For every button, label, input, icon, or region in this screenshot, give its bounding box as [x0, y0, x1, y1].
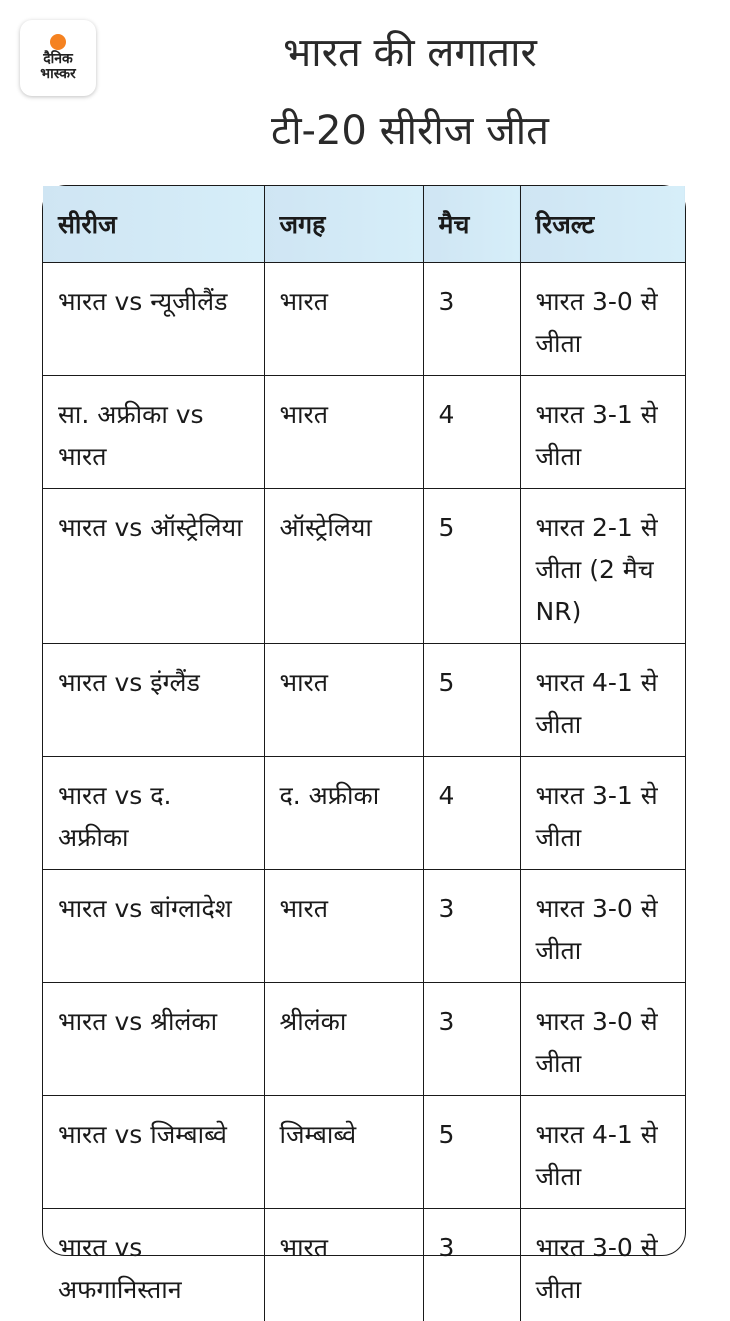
cell-result: भारत 3-1 से जीता — [520, 376, 685, 489]
page-title — [110, 24, 710, 160]
cell-matches: 3 — [423, 983, 520, 1096]
cell-venue: श्रीलंका — [264, 983, 423, 1096]
header-matches: मैच — [423, 186, 520, 263]
cell-series: भारत vs ऑस्ट्रेलिया — [43, 489, 264, 644]
table-row — [43, 1209, 685, 1321]
header-venue: जगह — [264, 186, 423, 263]
table-row — [43, 489, 685, 644]
table-row — [43, 983, 685, 1096]
table-row — [43, 870, 685, 983]
cell-venue: भारत — [264, 263, 423, 376]
series-table — [42, 185, 686, 1256]
title-line-2: टी-20 सीरीज जीत — [110, 102, 710, 160]
table-header-row — [43, 186, 685, 263]
cell-matches: 5 — [423, 644, 520, 757]
cell-matches: 4 — [423, 757, 520, 870]
cell-result: भारत 2-1 से जीता (2 मैच NR) — [520, 489, 685, 644]
header-series: सीरीज — [43, 186, 264, 263]
cell-matches: 3 — [423, 870, 520, 983]
cell-series: भारत vs इंग्लैंड — [43, 644, 264, 757]
cell-result: भारत 4-1 से जीता — [520, 1096, 685, 1209]
cell-venue: भारत — [264, 870, 423, 983]
cell-result: भारत 3-0 से जीता — [520, 870, 685, 983]
cell-matches: 4 — [423, 376, 520, 489]
sun-icon — [50, 34, 66, 50]
cell-result: भारत 3-0 से जीता — [520, 1209, 685, 1321]
cell-matches: 3 — [423, 1209, 520, 1321]
table-row — [43, 263, 685, 376]
cell-result: भारत 4-1 से जीता — [520, 644, 685, 757]
table-row — [43, 376, 685, 489]
cell-venue: द. अफ्रीका — [264, 757, 423, 870]
cell-result: भारत 3-1 से जीता — [520, 757, 685, 870]
cell-series: भारत vs जिम्बाब्वे — [43, 1096, 264, 1209]
cell-series: भारत vs न्यूजीलैंड — [43, 263, 264, 376]
cell-series: सा. अफ्रीका vs भारत — [43, 376, 264, 489]
cell-result: भारत 3-0 से जीता — [520, 263, 685, 376]
cell-series: भारत vs अफगानिस्तान — [43, 1209, 264, 1321]
cell-series: भारत vs श्रीलंका — [43, 983, 264, 1096]
cell-matches: 5 — [423, 1096, 520, 1209]
table-row — [43, 757, 685, 870]
cell-matches: 5 — [423, 489, 520, 644]
cell-series: भारत vs बांग्लादेश — [43, 870, 264, 983]
cell-matches: 3 — [423, 263, 520, 376]
table-row — [43, 644, 685, 757]
cell-venue: भारत — [264, 1209, 423, 1321]
logo-line-1: दैनिक — [43, 52, 73, 67]
table-row — [43, 1096, 685, 1209]
cell-result: भारत 3-0 से जीता — [520, 983, 685, 1096]
header-result: रिजल्ट — [520, 186, 685, 263]
cell-venue: भारत — [264, 376, 423, 489]
logo-line-2: भास्कर — [40, 67, 75, 82]
dainik-bhaskar-logo — [20, 20, 96, 96]
cell-series: भारत vs द. अफ्रीका — [43, 757, 264, 870]
cell-venue: ऑस्ट्रेलिया — [264, 489, 423, 644]
cell-venue: जिम्बाब्वे — [264, 1096, 423, 1209]
title-line-1: भारत की लगातार — [110, 24, 710, 82]
cell-venue: भारत — [264, 644, 423, 757]
